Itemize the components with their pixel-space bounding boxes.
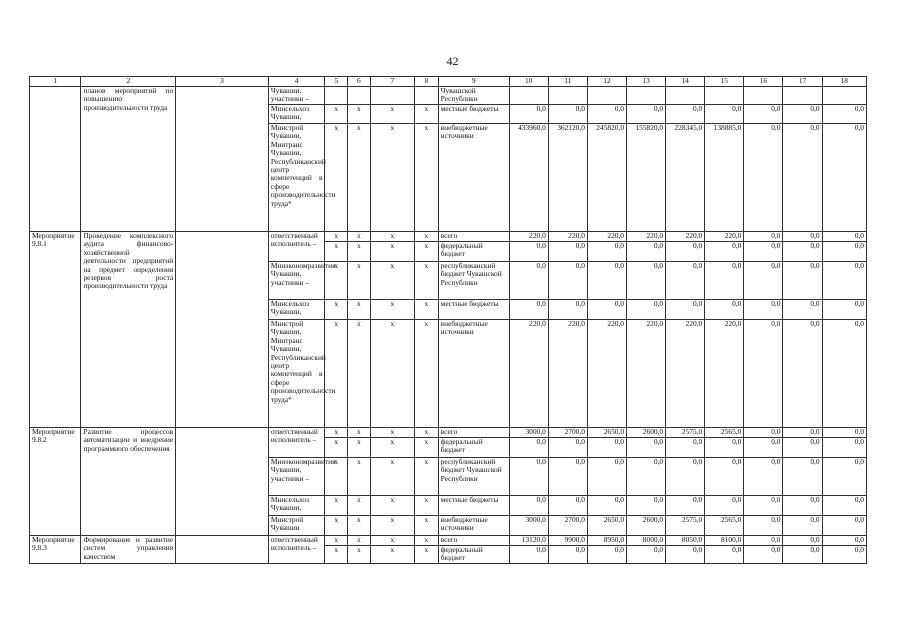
- amount-cell: 0,0: [783, 320, 822, 428]
- column-header: 15: [705, 77, 744, 87]
- code-cell: [370, 87, 414, 105]
- amount-cell: 362120,0: [548, 124, 587, 232]
- amount-cell: 0,0: [587, 300, 626, 320]
- amount-cell: 13120,0: [509, 536, 548, 546]
- column-header: 5: [325, 77, 348, 87]
- executor-text: ответственный исполнитель –: [268, 232, 325, 262]
- amount-cell: 0,0: [666, 262, 705, 300]
- amount-cell: 0,0: [705, 105, 744, 124]
- funding-source: внебюджетные источники: [438, 124, 509, 232]
- amount-cell: 220,0: [509, 320, 548, 428]
- code-cell: x: [348, 536, 371, 546]
- goal-cell: [176, 536, 269, 564]
- code-cell: x: [414, 320, 438, 428]
- amount-cell: 0,0: [666, 546, 705, 564]
- amount-cell: 8950,0: [587, 536, 626, 546]
- amount-cell: 0,0: [705, 262, 744, 300]
- table-row: [30, 232, 867, 242]
- amount-cell: 155820,0: [627, 124, 666, 232]
- code-cell: x: [348, 262, 371, 300]
- goal-cell: [176, 428, 269, 536]
- code-cell: x: [325, 536, 348, 546]
- amount-cell: 0,0: [587, 262, 626, 300]
- amount-cell: 0,0: [744, 300, 783, 320]
- amount-cell: 0,0: [509, 438, 548, 458]
- executor-text: Минэкономразвития Чувашии, участники –: [268, 262, 325, 300]
- code-cell: x: [348, 546, 371, 564]
- executor-text: Минстрой Чувашии, Минтранс Чувашии, Республиканский центр компетенций в сфере производительности труда*: [268, 320, 325, 428]
- amount-cell: 2565,0: [705, 516, 744, 536]
- amount-cell: 0,0: [627, 242, 666, 262]
- funding-source: внебюджетные источники: [438, 320, 509, 428]
- amount-cell: 0,0: [548, 242, 587, 262]
- code-cell: x: [325, 546, 348, 564]
- amount-cell: 0,0: [783, 536, 822, 546]
- amount-cell: 220,0: [666, 232, 705, 242]
- event-name: Формирование и развитие систем управления качеством: [81, 536, 176, 564]
- amount-cell: 2600,0: [627, 516, 666, 536]
- code-cell: x: [414, 458, 438, 496]
- funding-source: федеральный бюджет: [438, 242, 509, 262]
- executor-text: Чувашии, участники –: [268, 87, 325, 105]
- amount-cell: 0,0: [744, 124, 783, 232]
- amount-cell: 0,0: [783, 438, 822, 458]
- amount-cell: 220,0: [587, 320, 626, 428]
- amount-cell: 2565,0: [705, 428, 744, 438]
- amount-cell: 8000,0: [627, 536, 666, 546]
- amount-cell: 3000,0: [509, 428, 548, 438]
- amount-cell: 0,0: [548, 105, 587, 124]
- amount-cell: 220,0: [627, 232, 666, 242]
- funding-source: всего: [438, 536, 509, 546]
- code-cell: x: [348, 124, 371, 232]
- code-cell: x: [348, 516, 371, 536]
- code-cell: x: [370, 242, 414, 262]
- code-cell: x: [370, 458, 414, 496]
- code-cell: x: [370, 516, 414, 536]
- column-header: 8: [414, 77, 438, 87]
- amount-cell: 0,0: [548, 458, 587, 496]
- amount-cell: 0,0: [744, 546, 783, 564]
- event-name: Проведение комплексного аудита финансово-хозяйственной деятельности предприятий на предмет определения резервов роста производительности труда: [81, 232, 176, 428]
- page-number: 42: [446, 54, 459, 68]
- code-cell: x: [348, 232, 371, 242]
- amount-cell: 8100,0: [705, 536, 744, 546]
- amount-cell: [666, 87, 705, 105]
- amount-cell: 0,0: [744, 232, 783, 242]
- amount-cell: 8050,0: [666, 536, 705, 546]
- code-cell: x: [370, 124, 414, 232]
- executor-text: Минсельхоз Чувашии,: [268, 105, 325, 124]
- amount-cell: 2575,0: [666, 516, 705, 536]
- amount-cell: 0,0: [744, 516, 783, 536]
- funding-source: республиканский бюджет Чувашской Республики: [438, 262, 509, 300]
- column-number-row: [30, 77, 867, 87]
- event-block-9-8-3: [30, 536, 867, 564]
- amount-cell: 245820,0: [587, 124, 626, 232]
- event-code: Мероприятие 9.8.2: [30, 428, 81, 536]
- amount-cell: [744, 87, 783, 105]
- code-cell: x: [348, 242, 371, 262]
- code-cell: x: [325, 300, 348, 320]
- amount-cell: 0,0: [744, 320, 783, 428]
- amount-cell: [822, 87, 866, 105]
- code-cell: x: [414, 438, 438, 458]
- amount-cell: 0,0: [783, 516, 822, 536]
- code-cell: x: [414, 546, 438, 564]
- funding-source: федеральный бюджет: [438, 546, 509, 564]
- amount-cell: 220,0: [548, 232, 587, 242]
- column-header: 11: [548, 77, 587, 87]
- amount-cell: 0,0: [783, 124, 822, 232]
- amount-cell: 0,0: [705, 458, 744, 496]
- code-cell: x: [370, 428, 414, 438]
- amount-cell: 0,0: [822, 300, 866, 320]
- event-code: Мероприятие 9.8.1: [30, 232, 81, 428]
- code-cell: x: [348, 458, 371, 496]
- amount-cell: 0,0: [666, 242, 705, 262]
- amount-cell: 2700,0: [548, 516, 587, 536]
- funding-source: внебюджетные источники: [438, 516, 509, 536]
- table-row: [30, 536, 867, 546]
- amount-cell: 0,0: [705, 300, 744, 320]
- code-cell: x: [325, 458, 348, 496]
- executor-text: Минэкономразвития Чувашии, участники –: [268, 458, 325, 496]
- amount-cell: 0,0: [744, 242, 783, 262]
- amount-cell: 0,0: [822, 428, 866, 438]
- event-name: Развитие процессов автоматизации и внедрение программного обеспечения: [81, 428, 176, 536]
- amount-cell: 0,0: [587, 105, 626, 124]
- code-cell: x: [325, 428, 348, 438]
- table-row: [30, 87, 867, 105]
- amount-cell: 220,0: [587, 232, 626, 242]
- amount-cell: 0,0: [705, 242, 744, 262]
- amount-cell: 220,0: [666, 320, 705, 428]
- amount-cell: 0,0: [822, 496, 866, 516]
- funding-source: всего: [438, 232, 509, 242]
- code-cell: x: [370, 496, 414, 516]
- code-cell: x: [414, 242, 438, 262]
- column-header: 1: [30, 77, 81, 87]
- code-cell: x: [414, 516, 438, 536]
- amount-cell: 0,0: [744, 458, 783, 496]
- amount-cell: 0,0: [822, 458, 866, 496]
- column-header: 9: [438, 77, 509, 87]
- amount-cell: 433960,0: [509, 124, 548, 232]
- column-header: 16: [744, 77, 783, 87]
- code-cell: x: [414, 536, 438, 546]
- code-cell: x: [414, 262, 438, 300]
- funding-source: федеральный бюджет: [438, 438, 509, 458]
- code-cell: x: [414, 428, 438, 438]
- amount-cell: 0,0: [509, 105, 548, 124]
- funding-source: всего: [438, 428, 509, 438]
- amount-cell: 0,0: [548, 300, 587, 320]
- amount-cell: 0,0: [744, 262, 783, 300]
- event-block-9-8-1: [30, 232, 867, 428]
- amount-cell: 0,0: [783, 242, 822, 262]
- executor-text: Минстрой Чувашии: [268, 516, 325, 536]
- code-cell: x: [414, 232, 438, 242]
- amount-cell: 0,0: [822, 536, 866, 546]
- code-cell: x: [370, 105, 414, 124]
- amount-cell: 0,0: [627, 300, 666, 320]
- amount-cell: 0,0: [548, 546, 587, 564]
- code-cell: x: [325, 105, 348, 124]
- amount-cell: 0,0: [783, 546, 822, 564]
- amount-cell: 0,0: [783, 262, 822, 300]
- amount-cell: 0,0: [822, 262, 866, 300]
- code-cell: x: [370, 300, 414, 320]
- amount-cell: 0,0: [587, 458, 626, 496]
- amount-cell: 0,0: [783, 300, 822, 320]
- amount-cell: 0,0: [509, 300, 548, 320]
- code-cell: x: [348, 300, 371, 320]
- executor-text: Минсельхоз Чувашии,: [268, 300, 325, 320]
- amount-cell: 2700,0: [548, 428, 587, 438]
- amount-cell: 0,0: [627, 496, 666, 516]
- amount-cell: 0,0: [587, 242, 626, 262]
- code-cell: x: [325, 516, 348, 536]
- code-cell: x: [348, 320, 371, 428]
- amount-cell: 3000,0: [509, 516, 548, 536]
- continuation-block: [30, 87, 867, 232]
- column-header: 6: [348, 77, 371, 87]
- funding-source: местные бюджеты: [438, 105, 509, 124]
- code-cell: x: [370, 262, 414, 300]
- column-header: 2: [81, 77, 176, 87]
- executor-text: Минстрой Чувашии, Минтранс Чувашии, Республиканский центр компетенций в сфере производительности труда*: [268, 124, 325, 232]
- column-header: 17: [783, 77, 822, 87]
- amount-cell: 228345,0: [666, 124, 705, 232]
- amount-cell: 0,0: [822, 105, 866, 124]
- code-cell: x: [414, 124, 438, 232]
- amount-cell: 0,0: [783, 428, 822, 438]
- column-header: 18: [822, 77, 866, 87]
- amount-cell: 138885,0: [705, 124, 744, 232]
- code-cell: x: [370, 546, 414, 564]
- event-code: Мероприятие 9.8.3: [30, 536, 81, 564]
- amount-cell: 0,0: [509, 262, 548, 300]
- amount-cell: 0,0: [783, 458, 822, 496]
- code-cell: x: [325, 320, 348, 428]
- amount-cell: 0,0: [822, 232, 866, 242]
- amount-cell: 0,0: [822, 242, 866, 262]
- amount-cell: 0,0: [509, 496, 548, 516]
- amount-cell: [783, 87, 822, 105]
- column-header: 7: [370, 77, 414, 87]
- code-cell: x: [370, 536, 414, 546]
- amount-cell: [548, 87, 587, 105]
- amount-cell: 2650,0: [587, 516, 626, 536]
- code-cell: [325, 87, 348, 105]
- amount-cell: 2600,0: [627, 428, 666, 438]
- code-cell: [414, 87, 438, 105]
- amount-cell: 0,0: [666, 496, 705, 516]
- amount-cell: 0,0: [822, 438, 866, 458]
- code-cell: x: [370, 232, 414, 242]
- event-block-9-8-2: [30, 428, 867, 536]
- code-cell: x: [414, 300, 438, 320]
- amount-cell: 0,0: [822, 546, 866, 564]
- amount-cell: 0,0: [783, 105, 822, 124]
- funding-source: Чувашской Республики: [438, 87, 509, 105]
- event-code: [30, 87, 81, 232]
- amount-cell: 0,0: [744, 536, 783, 546]
- amount-cell: 0,0: [744, 428, 783, 438]
- amount-cell: [627, 87, 666, 105]
- column-header: 14: [666, 77, 705, 87]
- amount-cell: 0,0: [744, 105, 783, 124]
- table-row: [30, 428, 867, 438]
- code-cell: [348, 87, 371, 105]
- amount-cell: 0,0: [627, 546, 666, 564]
- code-cell: x: [370, 320, 414, 428]
- code-cell: x: [370, 438, 414, 458]
- amount-cell: 0,0: [587, 496, 626, 516]
- amount-cell: 0,0: [548, 496, 587, 516]
- amount-cell: [705, 87, 744, 105]
- amount-cell: 9900,0: [548, 536, 587, 546]
- funding-source: местные бюджеты: [438, 496, 509, 516]
- amount-cell: 0,0: [666, 300, 705, 320]
- goal-cell: [176, 87, 269, 232]
- column-header: 10: [509, 77, 548, 87]
- amount-cell: 0,0: [548, 262, 587, 300]
- code-cell: x: [348, 428, 371, 438]
- amount-cell: 0,0: [627, 262, 666, 300]
- amount-cell: 0,0: [587, 438, 626, 458]
- amount-cell: 0,0: [627, 105, 666, 124]
- amount-cell: 220,0: [627, 320, 666, 428]
- code-cell: x: [325, 232, 348, 242]
- code-cell: x: [348, 105, 371, 124]
- amount-cell: 0,0: [509, 242, 548, 262]
- executor-text: ответственный исполнитель –: [268, 428, 325, 458]
- amount-cell: 0,0: [744, 438, 783, 458]
- amount-cell: 220,0: [705, 320, 744, 428]
- amount-cell: [509, 87, 548, 105]
- code-cell: x: [414, 105, 438, 124]
- code-cell: x: [325, 438, 348, 458]
- amount-cell: 0,0: [548, 438, 587, 458]
- amount-cell: 220,0: [509, 232, 548, 242]
- column-header: 13: [627, 77, 666, 87]
- amount-cell: 0,0: [666, 438, 705, 458]
- code-cell: x: [325, 242, 348, 262]
- goal-cell: [176, 232, 269, 428]
- amount-cell: 0,0: [509, 546, 548, 564]
- event-name: планов мероприятий по повышению производительности труда: [81, 87, 176, 232]
- column-header: 12: [587, 77, 626, 87]
- amount-cell: [587, 87, 626, 105]
- amount-cell: 0,0: [627, 458, 666, 496]
- funding-source: республиканский бюджет Чувашской Республики: [438, 458, 509, 496]
- amount-cell: 220,0: [548, 320, 587, 428]
- code-cell: x: [325, 496, 348, 516]
- amount-cell: 0,0: [783, 496, 822, 516]
- code-cell: x: [348, 438, 371, 458]
- amount-cell: 2575,0: [666, 428, 705, 438]
- amount-cell: 0,0: [666, 458, 705, 496]
- code-cell: x: [325, 124, 348, 232]
- amount-cell: 0,0: [705, 438, 744, 458]
- amount-cell: 0,0: [705, 496, 744, 516]
- amount-cell: 0,0: [822, 516, 866, 536]
- amount-cell: 0,0: [822, 124, 866, 232]
- amount-cell: 0,0: [705, 546, 744, 564]
- amount-cell: 0,0: [666, 105, 705, 124]
- amount-cell: 0,0: [587, 546, 626, 564]
- budget-table: [29, 76, 867, 564]
- column-header: 4: [268, 77, 325, 87]
- amount-cell: 0,0: [822, 320, 866, 428]
- amount-cell: 0,0: [509, 458, 548, 496]
- funding-source: местные бюджеты: [438, 300, 509, 320]
- executor-text: ответственный исполнитель –: [268, 536, 325, 564]
- code-cell: x: [348, 496, 371, 516]
- executor-text: Минсельхоз Чувашии,: [268, 496, 325, 516]
- amount-cell: 2650,0: [587, 428, 626, 438]
- column-header: 3: [176, 77, 269, 87]
- amount-cell: 0,0: [744, 496, 783, 516]
- amount-cell: 0,0: [783, 232, 822, 242]
- code-cell: x: [325, 262, 348, 300]
- code-cell: x: [414, 496, 438, 516]
- amount-cell: 0,0: [627, 438, 666, 458]
- amount-cell: 220,0: [705, 232, 744, 242]
